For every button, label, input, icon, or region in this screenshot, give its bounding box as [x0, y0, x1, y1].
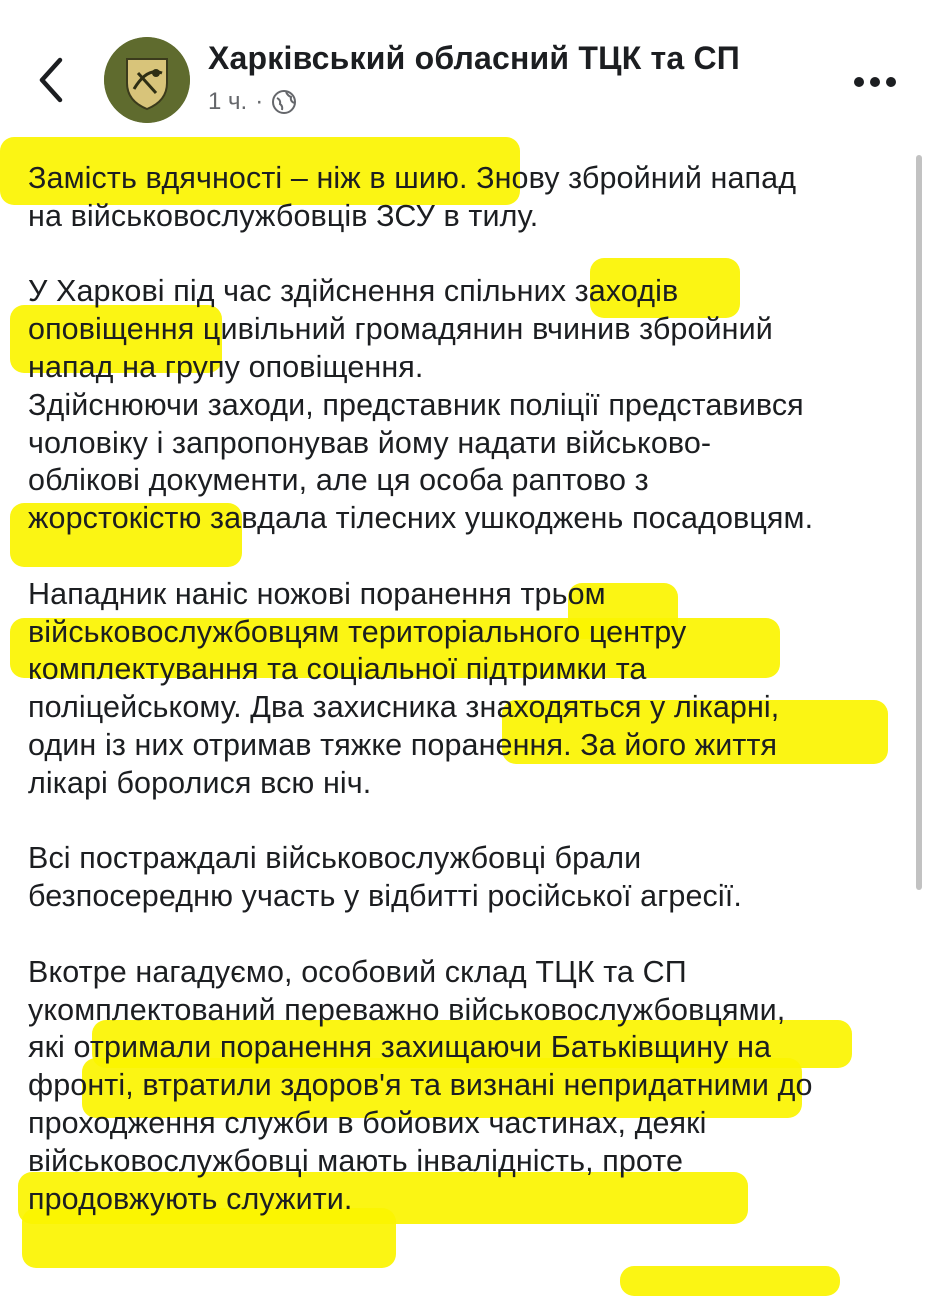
paragraph	[28, 840, 908, 916]
text-line: поліцейському. Два захисника знаходяться у лікарні,	[28, 690, 780, 725]
post-time[interactable]: 1 ч.	[208, 88, 248, 115]
text-line: напад на групу оповіщення.	[28, 349, 424, 384]
text-line: комплектування та соціальної підтримки та	[28, 652, 647, 687]
text-line: Вкотре нагадуємо, особовий склад ТЦК та СП	[28, 954, 687, 989]
meta-separator: ·	[255, 88, 264, 115]
post-header	[0, 0, 928, 130]
highlight-mark	[620, 1266, 840, 1296]
back-arrow-icon[interactable]	[30, 50, 70, 110]
text-line: чоловіку і запропонував йому надати військово-	[28, 425, 712, 460]
page-name[interactable]: Харківський обласний ТЦК та СП	[208, 40, 740, 76]
more-horizontal-icon[interactable]	[852, 70, 898, 94]
text-line: Здійснюючи заходи, представник поліції представився	[28, 387, 804, 422]
text-line: фронті, втратили здоров'я та визнані непридатними до	[28, 1068, 813, 1103]
paragraph	[28, 273, 908, 538]
paragraph	[28, 954, 908, 1219]
text-line: Замість вдячності – ніж в шию. Знову збройний напад	[28, 161, 797, 195]
page-avatar[interactable]	[104, 37, 190, 123]
text-line: укомплектований переважно військовослужбовцями,	[28, 992, 786, 1027]
text-line: один із них отримав тяжке поранення. За його життя	[28, 727, 778, 762]
globe-icon	[271, 89, 297, 115]
text-line: які отримали поранення захищаючи Батьківщину на	[28, 1030, 772, 1065]
text-line: продовжують служити.	[28, 1181, 353, 1216]
text-line: облікові документи, але ця особа раптово з	[28, 463, 649, 498]
text-line: У Харкові під час здійснення спільних заходів	[28, 274, 679, 309]
shield-emblem-icon	[104, 37, 190, 123]
text-line: Нападник наніс ножові поранення трьом	[28, 576, 606, 611]
text-line: військовослужбовцям територіального центру	[28, 614, 687, 649]
paragraph	[28, 160, 908, 236]
text-line: безпосередню участь у відбитті російської агресії.	[28, 879, 742, 914]
paragraph	[28, 576, 908, 803]
scrollbar[interactable]	[916, 155, 922, 890]
text-line: на військовослужбовців ЗСУ в тилу.	[28, 198, 539, 233]
text-line: оповіщення цивільний громадянин вчинив збройний	[28, 312, 773, 347]
post-body	[28, 160, 908, 1256]
text-line: жорстокістю завдала тілесних ушкоджень посадовцям.	[28, 501, 814, 536]
text-line: проходження служби в бойових частинах, деякі	[28, 1105, 707, 1140]
text-line: Всі постраждалі військовослужбовці брали	[28, 841, 642, 876]
post-meta	[208, 88, 297, 116]
text-line: військовослужбовці мають інвалідність, проте	[28, 1143, 684, 1178]
text-line: лікарі боролися всю ніч.	[28, 765, 372, 800]
